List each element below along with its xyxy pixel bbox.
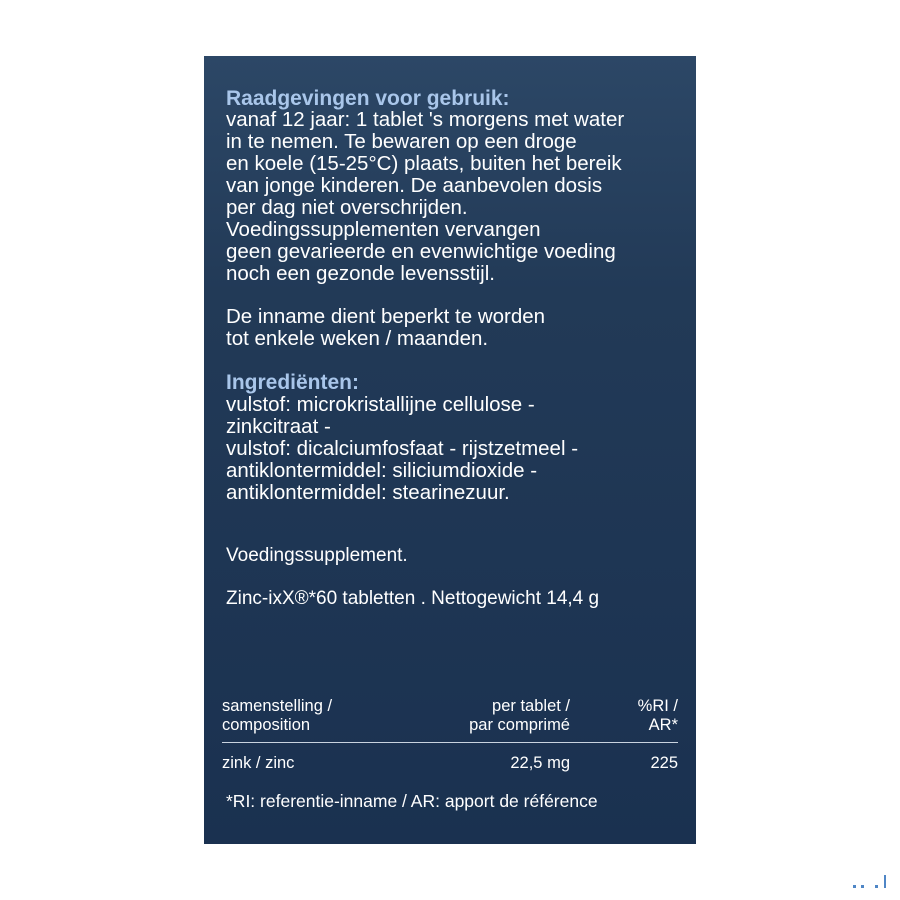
- usage-line: geen gevarieerde en evenwichtige voeding: [226, 240, 616, 263]
- label-panel: [204, 56, 696, 844]
- usage-line: noch een gezonde levensstijl.: [226, 262, 495, 285]
- cell-amount: 22,5 mg: [510, 754, 570, 772]
- table-row: [222, 754, 678, 778]
- header-composition: [222, 697, 332, 735]
- usage-line: vanaf 12 jaar: 1 tablet 's morgens met water: [226, 108, 625, 131]
- intake-limit-text: [226, 306, 686, 350]
- cell-ri: 225: [650, 754, 678, 772]
- ingredient-line: antiklontermiddel: siliciumdioxide -: [226, 459, 538, 482]
- usage-line: van jonge kinderen. De aanbevolen dosis: [226, 174, 603, 197]
- table-divider: [222, 742, 678, 743]
- header-line: samenstelling /: [222, 697, 333, 715]
- corner-logo-mark: [851, 873, 891, 891]
- usage-line: Voedingssupplementen vervangen: [226, 218, 541, 241]
- usage-line: in te nemen. Te bewaren op een droge: [226, 130, 577, 153]
- ingredients-text: [226, 394, 686, 504]
- header-ri: [638, 697, 678, 735]
- product-line: Zinc-ixX®*60 tabletten . Nettogewicht 14,4 g: [226, 588, 600, 609]
- usage-line: en koele (15-25°C) plaats, buiten het bereik: [226, 152, 622, 175]
- footnote: *RI: referentie-inname / AR: apport de référence: [226, 791, 598, 811]
- limit-line: tot enkele weken / maanden.: [226, 327, 489, 350]
- header-line: par comprimé: [469, 716, 570, 734]
- ingredient-line: vulstof: microkristallijne cellulose -: [226, 393, 535, 416]
- usage-heading: Raadgevingen voor gebruik:: [226, 87, 510, 110]
- nutrition-table: [222, 697, 678, 778]
- table-header: [222, 697, 678, 739]
- ingredient-line: antiklontermiddel: stearinezuur.: [226, 481, 510, 504]
- ingredient-line: vulstof: dicalciumfosfaat - rijstzetmeel -: [226, 437, 579, 460]
- usage-text: [226, 109, 686, 285]
- header-line: %RI /: [637, 697, 678, 715]
- supplement-label: Voedingssupplement.: [226, 545, 408, 566]
- cell-nutrient: zink / zinc: [222, 754, 295, 772]
- ingredient-line: zinkcitraat -: [226, 415, 331, 438]
- header-line: composition: [222, 716, 311, 734]
- header-line: per tablet /: [492, 697, 570, 715]
- ingredients-heading: Ingrediënten:: [226, 371, 360, 394]
- usage-line: per dag niet overschrijden.: [226, 196, 468, 219]
- header-per-tablet: [469, 697, 570, 735]
- limit-line: De inname dient beperkt te worden: [226, 305, 546, 328]
- header-line: AR*: [648, 716, 678, 734]
